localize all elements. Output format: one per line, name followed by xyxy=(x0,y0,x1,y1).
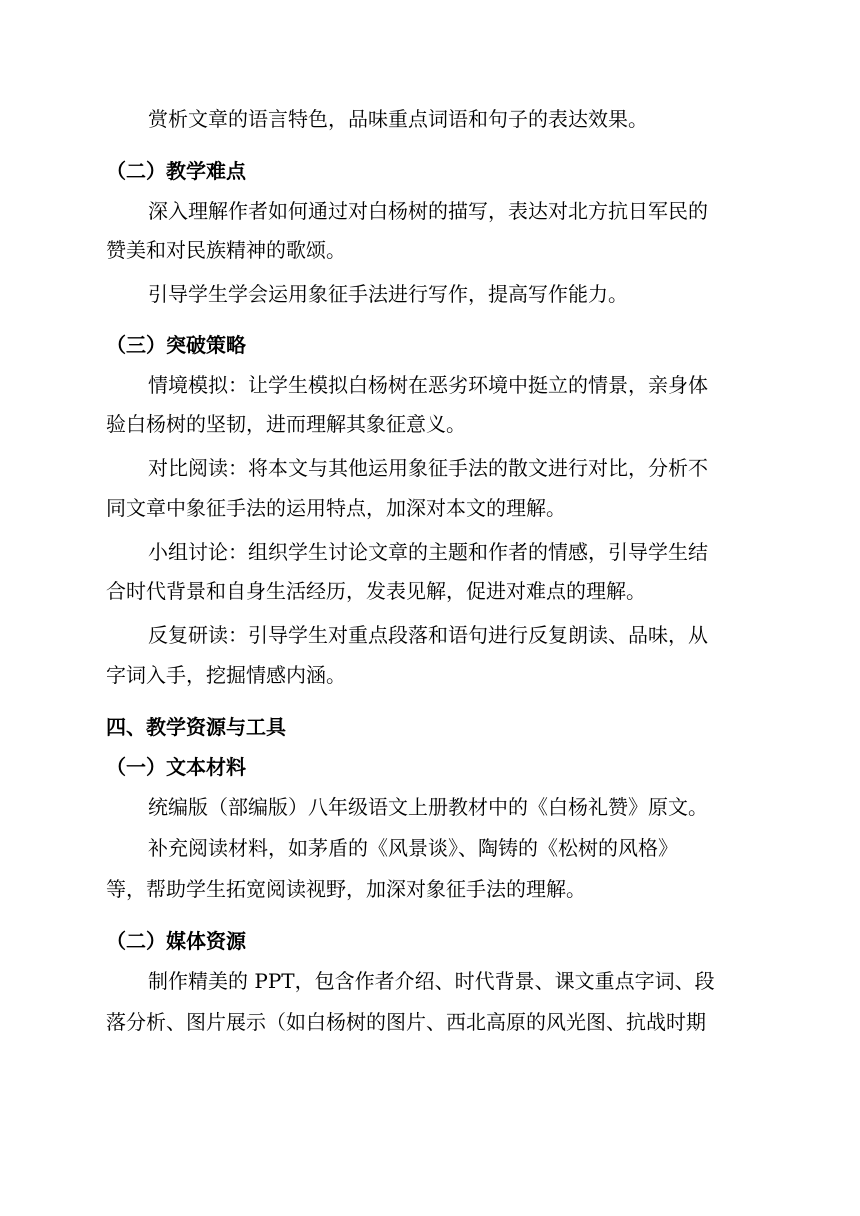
paragraph-strategy-2-line-1: 对比阅读：将本文与其他运用象征手法的散文进行对比，分析不 xyxy=(148,456,708,480)
paragraph-strategy-1-line-2: 验白杨树的坚韧，进而理解其象征意义。 xyxy=(106,412,466,436)
paragraph-media-1-line-1: 制作精美的 PPT，包含作者介绍、时代背景、课文重点字词、段 xyxy=(148,969,715,993)
heading-breakthrough-strategy: （三）突破策略 xyxy=(106,333,246,357)
heading-media-resources: （二）媒体资源 xyxy=(106,929,246,953)
heading-teaching-difficulty: （二）教学难点 xyxy=(106,159,246,183)
paragraph-strategy-3-line-1: 小组讨论：组织学生讨论文章的主题和作者的情感，引导学生结 xyxy=(148,540,708,564)
paragraph-strategy-1-line-1: 情境模拟：让学生模拟白杨树在恶劣环境中挺立的情景，亲身体 xyxy=(148,373,708,397)
paragraph-text-1: 统编版（部编版）八年级语文上册教材中的《白杨礼赞》原文。 xyxy=(148,795,708,819)
paragraph-strategy-3-line-2: 合时代背景和自身生活经历，发表见解，促进对难点的理解。 xyxy=(106,579,646,603)
paragraph-strategy-4-line-1: 反复研读：引导学生对重点段落和语句进行反复朗读、品味，从 xyxy=(148,623,708,647)
paragraph-strategy-2-line-2: 同文章中象征手法的运用特点，加深对本文的理解。 xyxy=(106,496,566,520)
paragraph-text-2-line-1: 补充阅读材料，如茅盾的《风景谈》、陶铸的《松树的风格》 xyxy=(148,836,678,860)
heading-teaching-resources: 四、教学资源与工具 xyxy=(106,715,286,739)
paragraph-difficulty-1-line-1: 深入理解作者如何通过对白杨树的描写，表达对北方抗日军民的 xyxy=(148,199,708,223)
paragraph-text-2-line-2: 等，帮助学生拓宽阅读视野，加深对象征手法的理解。 xyxy=(106,877,586,901)
paragraph-difficulty-2: 引导学生学会运用象征手法进行写作，提高写作能力。 xyxy=(148,282,628,306)
heading-text-materials: （一）文本材料 xyxy=(106,755,246,779)
paragraph-media-1-line-2: 落分析、图片展示（如白杨树的图片、西北高原的风光图、抗战时期 xyxy=(106,1010,706,1034)
paragraph-strategy-4-line-2: 字词入手，挖掘情感内涵。 xyxy=(106,663,346,687)
paragraph-difficulty-1-line-2: 赞美和对民族精神的歌颂。 xyxy=(106,238,346,262)
paragraph-language-features: 赏析文章的语言特色，品味重点词语和句子的表达效果。 xyxy=(148,107,648,131)
